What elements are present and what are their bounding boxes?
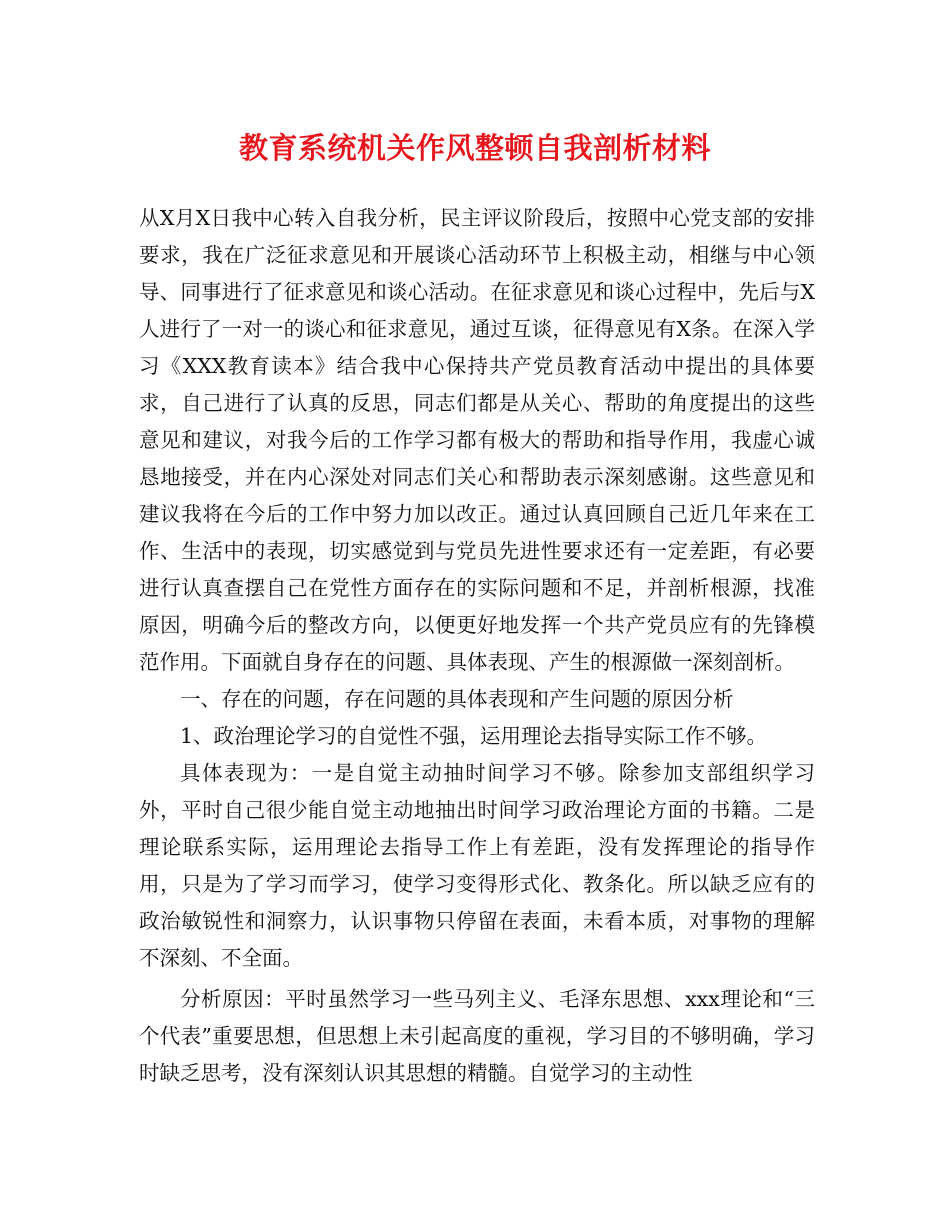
subsection-heading: 1、政治理论学习的自觉性不强，运用理论去指导实际工作不够。	[180, 724, 768, 748]
section-heading: 一、存在的问题，存在问题的具体表现和产生问题的原因分析	[180, 687, 734, 711]
document-title: 教育系统机关作风整顿自我剖析材料	[238, 131, 711, 165]
document-body	[139, 200, 815, 1092]
paragraph-manifestation: 具体表现为：一是自觉主动抽时间学习不够。除参加支部组织学习外，平时自己很少能自觉主动地抽出时间学习政治理论方面的书籍。二是理论联系实际，运用理论去指导工作上有差距，没有发挥理论的指导作用，只是为了学习而学习，使学习变得形式化、教条化。所以缺乏应有的政治敏锐性和洞察力，认识事物只停留在表面，未看本质，对事物的理解不深刻、不全面。	[139, 761, 815, 970]
paragraph-intro: 从X月X日我中心转入自我分析，民主评议阶段后，按照中心党支部的安排要求，我在广泛征求意见和开展谈心活动环节上积极主动，相继与中心领导、同事进行了征求意见和谈心活动。在征求意见和谈心过程中，先后与X人进行了一对一的谈心和征求意见，通过互谈，征得意见有X条。在深入学习《XXX教育读本》结合我中心保持共产党员教育活动中提出的具体要求，自己进行了认真的反思，同志们都是从关心、帮助的角度提出的这些意见和建议，对我今后的工作学习都有极大的帮助和指导作用，我虚心诚恳地接受，并在内心深处对同志们关心和帮助表示深刻感谢。这些意见和建议我将在今后的工作中努力加以改正。通过认真回顾自己近几年来在工作、生活中的表现，切实感觉到与党员先进性要求还有一定差距，有必要进行认真查摆自己在党性方面存在的实际问题和不足，并剖析根源，找准原因，明确今后的整改方向，以便更好地发挥一个共产党员应有的先锋模范作用。下面就自身存在的问题、具体表现、产生的根源做一深刻剖析。	[139, 206, 815, 674]
paragraph-cause-analysis: 分析原因：平时虽然学习一些马列主义、毛泽东思想、xxx理论和“三个代表”重要思想，但思想上未引起高度的重视，学习目的不够明确，学习时缺乏思考，没有深刻认识其思想的精髓。自觉学习的主动性	[139, 987, 815, 1085]
